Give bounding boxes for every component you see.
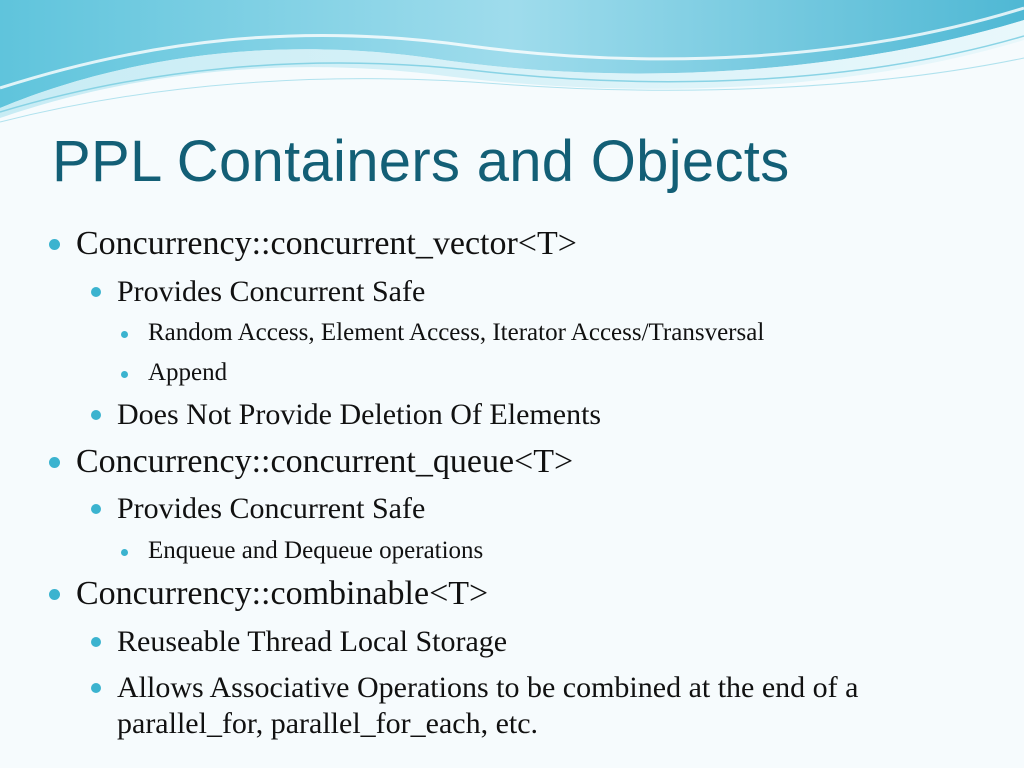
bullet-text: Reuseable Thread Local Storage [117,625,508,658]
bullet-text: Provides Concurrent Safe [117,275,426,308]
bullet-append [148,358,227,388]
bullet-provides-concurrent-safe [117,274,425,310]
bullet-text: Concurrency::concurrent_vector<T> [76,225,577,262]
bullet-thread-local-storage [117,624,507,660]
bullet-text: Does Not Provide Deletion Of Elements [117,398,602,431]
bullet-associative-operations [117,670,977,742]
bullet-dot-icon [91,287,101,297]
bullet-no-deletion [117,397,601,433]
slide-title: PPL Containers and Objects [52,129,790,194]
bullet-random-access [148,318,764,348]
bullet-dot-icon [121,371,128,378]
bullet-dot-icon [91,637,101,647]
bullet-enqueue-dequeue [148,536,483,566]
bullet-dot-icon [49,239,60,250]
bullet-concurrent-vector [76,224,577,265]
bullet-text: Append [148,359,228,386]
bullet-text: Random Access, Element Access, Iterator Access/Transversal [148,319,765,346]
bullet-text: Allows Associative Operations to be combined at the end of a parallel_for, parallel_for_each, etc. [117,671,859,740]
bullet-text: Provides Concurrent Safe [117,492,426,525]
bullet-dot-icon [121,331,128,338]
bullet-concurrent-queue [76,442,573,483]
bullet-dot-icon [121,549,128,556]
bullet-provides-concurrent-safe-queue [117,491,425,527]
bullet-dot-icon [91,410,101,420]
bullet-text: Enqueue and Dequeue operations [148,537,484,564]
bullet-dot-icon [91,504,101,514]
bullet-dot-icon [49,589,60,600]
bullet-text: Concurrency::combinable<T> [76,575,489,612]
bullet-dot-icon [91,683,101,693]
bullet-text: Concurrency::concurrent_queue<T> [76,443,574,480]
bullet-dot-icon [49,457,60,468]
bullet-combinable [76,574,488,615]
